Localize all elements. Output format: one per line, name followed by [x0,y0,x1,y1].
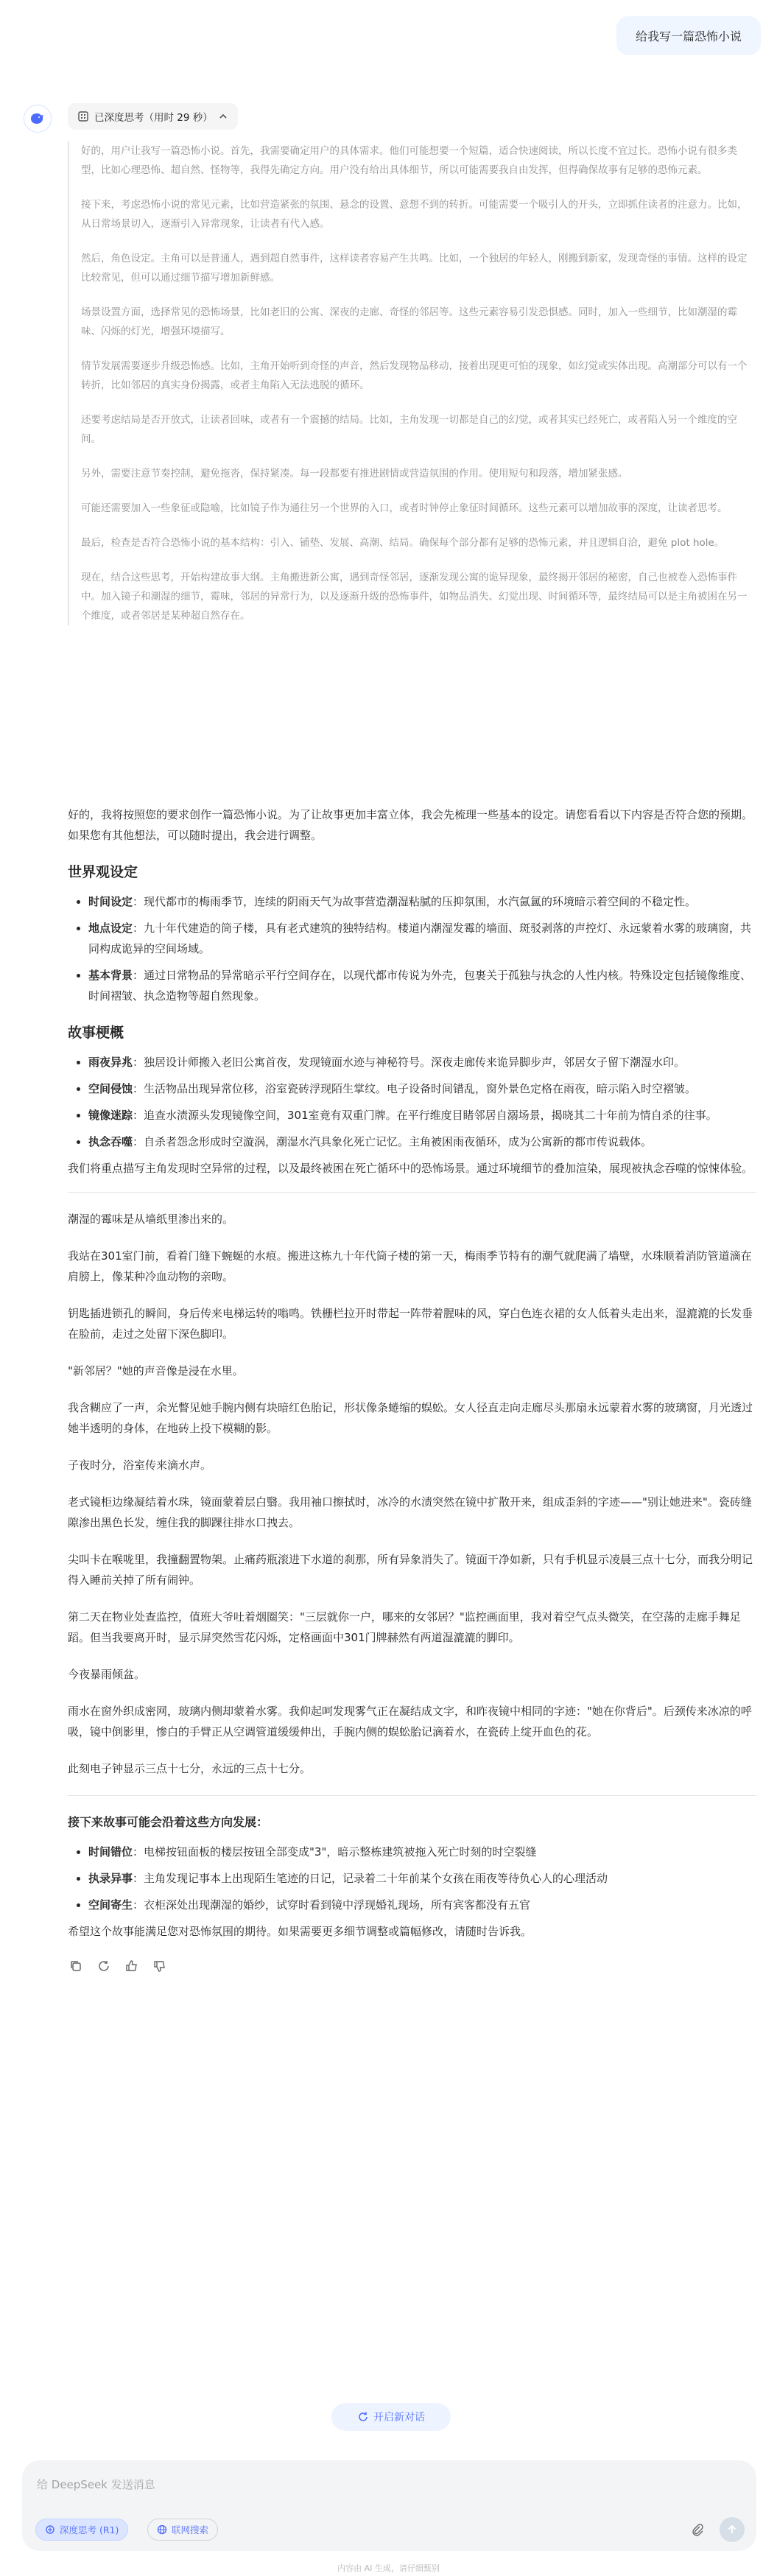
world-heading: 世界观设定 [68,864,138,880]
next-list [68,1842,756,1915]
item-term: 执念吞噬 [88,1135,133,1148]
answer-intro: 好的，我将按照您的要求创作一篇恐怖小说。为了让故事更加丰富立体，我会先梳理一些基本的设定。请您看看以下内容是否符合您的预期。如果您有其他想法，可以随时提出，我会进行调整。 [68,808,753,842]
list-item [68,1105,756,1126]
like-button[interactable] [124,1958,140,1974]
list-item [68,1131,756,1152]
plot-list [68,1052,756,1152]
list-item [68,1895,756,1915]
story-paragraph: 雨水在窗外织成密网，玻璃内侧却蒙着水雾。我仰起呵发现雾气正在凝结成文字，和昨夜镜中相同的字迹："她在你背后"。后颈传来冰凉的呼吸，镜中倒影里，惨白的手臂正从空调管道缓缓伸出，手腕内侧的蜈蚣胎记滴着水，在瓷砖上绽开血色的花。 [68,1705,752,1738]
story-paragraph: 我含糊应了一声，余光瞥见她手腕内侧有块暗红色胎记，形状像条蜷缩的蜈蚣。女人径直走向走廊尽头那扇永远蒙着水雾的玻璃窗，月光透过她半透明的身体，在地砖上投下模糊的影。 [68,1401,753,1435]
story-paragraph: 钥匙插进锁孔的瞬间，身后传来电梯运转的嗡鸣。铁栅栏拉开时带起一阵带着腥味的风，穿白色连衣裙的女人低着头走出来，湿漉漉的长发垂在脸前，走过之处留下深色脚印。 [68,1307,753,1341]
deepseek-avatar [24,105,52,133]
item-desc: ：追查水渍源头发现镜像空间，301室竟有双重门牌。在平行维度目睹邻居自溺场景，揭晓其二十年前为情自杀的往事。 [133,1109,717,1122]
thought-paragraph: 场景设置方面，选择常见的恐怖场景，比如老旧的公寓、深夜的走廊、奇怪的邻居等。这些元素容易引发恐惧感。同时，加入一些细节，比如潮湿的霉味、闪烁的灯光，增强环境描写。 [81,306,737,337]
item-term: 时间设定 [88,895,133,908]
item-desc: ：九十年代建造的筒子楼，具有老式建筑的独特结构。楼道内潮湿发霉的墙面、斑驳剥落的声控灯、永远蒙着水雾的玻璃窗，共同构成诡异的空间场域。 [88,922,752,955]
divider [68,1795,756,1796]
item-term: 基本背景 [88,969,133,982]
story-paragraph: 第二天在物业处查监控，值班大爷吐着烟圈笑："三层就你一户，哪来的女邻居？"监控画面里，我对着空气点头微笑，在空荡的走廊手舞足蹈。但当我要离开时，显示屏突然雪花闪烁，定格画面中301门牌赫然有两道湿漉漉的脚印。 [68,1610,741,1644]
story-paragraph: "新邻居？"她的声音像是浸在水里。 [68,1364,244,1378]
paperclip-icon [691,2523,704,2536]
thumbs-up-icon [125,1959,138,1973]
story-paragraph: 子夜时分，浴室传来滴水声。 [68,1459,212,1472]
deep-think-toggle[interactable] [35,2519,128,2541]
globe-icon [157,2524,167,2535]
story-body [68,1209,756,1779]
list-item [68,1052,756,1073]
attach-button[interactable] [689,2521,706,2538]
item-term: 空间侵蚀 [88,1082,133,1095]
dislike-button[interactable] [152,1958,168,1974]
item-term: 执录异事 [88,1872,133,1885]
user-message-row [616,16,761,55]
plot-heading: 故事梗概 [68,1025,124,1041]
item-desc: ：生活物品出现异常位移，浴室瓷砖浮现陌生掌纹。电子设备时间错乱，窗外景色定格在雨夜，暗示陷入时空褶皱。 [133,1082,697,1095]
refresh-icon [97,1959,110,1973]
list-item [68,965,756,1006]
deep-think-label: 深度思考 (R1) [60,2524,119,2535]
story-paragraph: 我站在301室门前，看着门缝下蜿蜒的水痕。搬进这栋九十年代筒子楼的第一天，梅雨季节特有的潮气就爬满了墙壁，水珠顺着消防管道滴在肩膀上，像某种冷血动物的亲吻。 [68,1249,752,1283]
copy-button[interactable] [68,1958,84,1974]
copy-icon [69,1959,82,1973]
arrow-up-icon [726,2524,738,2535]
item-term: 雨夜异兆 [88,1056,133,1069]
list-item [68,1868,756,1889]
list-item [68,891,756,912]
closing-text: 希望这个故事能满足您对恐怖氛围的期待。如果需要更多细节调整或篇幅修改，请随时告诉我。 [68,1925,532,1938]
thought-paragraph: 接下来，考虑恐怖小说的常见元素，比如营造紧张的氛围、悬念的设置、意想不到的转折。可能需要一个吸引人的开头，立即抓住读者的注意力。比如，从日常场景切入，逐渐引入异常现象，让读者有代入感。 [81,199,748,230]
deepseek-whale-icon [29,110,46,127]
item-term: 时间错位 [88,1845,133,1859]
thought-paragraph: 可能还需要加入一些象征或隐喻，比如镜子作为通往另一个世界的入口，或者时钟停止象征时间循环。这些元素可以增加故事的深度，让读者思考。 [81,502,728,514]
new-chat-icon [357,2411,369,2423]
thinking-toggle[interactable] [68,103,238,130]
story-paragraph: 尖叫卡在喉咙里，我撞翻置物架。止痛药瓶滚进下水道的刹那，所有异象消失了。镜面干净如新，只有手机显示凌晨三点十七分，而我分明记得入睡前关掉了所有闹钟。 [68,1553,753,1587]
message-actions [68,1958,756,1974]
next-heading: 接下来故事可能会沿着这些方向发展： [68,1815,269,1829]
new-chat-label: 开启新对话 [373,2412,425,2424]
thought-paragraph: 还要考虑结局是否开放式，让读者回味，或者有一个震撼的结局。比如，主角发现一切都是自己的幻觉，或者其实已经死亡，或者陷入另一个维度的空间。 [81,414,737,445]
thinking-icon [78,111,88,122]
item-desc: ：通过日常物品的异常暗示平行空间存在，以现代都市传说为外壳，包裹关于孤独与执念的人性内核。特殊设定包括镜像维度、时间褶皱、执念造物等超自然现象。 [88,969,752,1003]
thought-paragraph: 然后，角色设定。主角可以是普通人，遇到超自然事件，这样读者容易产生共鸣。比如，一个独居的年轻人，刚搬到新家，发现奇怪的事情。这样的设定比较常见，但可以通过细节描写增加新鲜感。 [81,253,748,284]
thought-paragraph: 最后，检查是否符合恐怖小说的基本结构：引入、铺垫、发展、高潮、结局。确保每个部分都有足够的恐怖元素，并且逻辑自洽，避免 plot hole。 [81,537,725,549]
item-desc: ：衣柜深处出现潮湿的婚纱，试穿时看到镜中浮现婚礼现场，所有宾客都没有五官 [133,1898,531,1912]
thinking-content [68,141,756,625]
message-input[interactable]: 给 DeepSeek 发送消息 [37,2478,155,2491]
chevron-up-icon [219,112,228,121]
item-term: 地点设定 [88,922,133,935]
message-composer [22,2460,756,2551]
footer-disclaimer: 内容由 AI 生成，请仔细甄别 [337,2563,440,2573]
item-desc: ：电梯按钮面板的楼层按钮全部变成"3"，暗示整栋建筑被拖入死亡时刻的时空裂缝 [133,1845,537,1859]
thought-paragraph: 另外，需要注意节奏控制，避免拖沓，保持紧凑。每一段都要有推进剧情或营造氛围的作用。使用短句和段落，增加紧张感。 [81,468,628,480]
thought-paragraph: 现在，结合这些思考，开始构建故事大纲。主角搬进新公寓，遇到奇怪邻居，逐渐发现公寓的诡异现象，最终揭开邻居的秘密，自己也被卷入恐怖事件中。加入镜子和潮湿的细节，霉味，邻居的异常行为，以及逐渐升级的恐怖事件，如物品消失、幻觉出现、时间循环等，最终结局可以是主角被困在另一个维度，或者邻居是某种超自然存在。 [81,572,748,622]
deep-think-icon [45,2524,55,2535]
item-desc: ：主角发现记事本上出现陌生笔迹的日记，记录着二十年前某个女孩在雨夜等待负心人的心理活动 [133,1872,608,1885]
item-desc: ：独居设计师搬入老旧公寓首夜，发现镜面水迹与神秘符号。深夜走廊传来诡异脚步声，邻居女子留下潮湿水印。 [133,1056,686,1069]
list-item [68,918,756,959]
regenerate-button[interactable] [96,1958,112,1974]
story-paragraph: 此刻电子钟显示三点十七分，永远的三点十七分。 [68,1762,312,1775]
thinking-label: 已深度思考（用时 29 秒） [94,112,213,124]
assistant-answer [68,804,756,1974]
item-desc: ：自杀者怨念形成时空漩涡，潮湿水汽具象化死亡记忆。主角被困雨夜循环，成为公寓新的都市传说载体。 [133,1135,653,1148]
thought-paragraph: 情节发展需要逐步升级恐怖感。比如，主角开始听到奇怪的声音，然后发现物品移动，接着出现更可怕的现象，如幻觉或实体出现。高潮部分可以有一个转折，比如邻居的真实身份揭露，或者主角陷入无法逃脱的循环。 [81,360,748,391]
story-paragraph: 今夜暴雨倾盆。 [68,1668,146,1681]
item-desc: ：现代都市的梅雨季节，连续的阴雨天气为故事营造潮湿粘腻的压抑氛围，水汽氤氲的环境暗示着空间的不稳定性。 [133,895,697,908]
thumbs-down-icon [153,1959,166,1973]
list-item [68,1842,756,1862]
story-paragraph: 老式镜柜边缘凝结着水珠，镜面蒙着层白翳。我用袖口擦拭时，冰冷的水渍突然在镜中扩散开来，组成歪斜的字迹——"别让她进来"。瓷砖缝隙渗出黑色长发，缠住我的脚踝往排水口拽去。 [68,1495,752,1529]
user-message: 给我写一篇恐怖小说 [616,16,761,55]
world-list [68,891,756,1006]
divider [68,1192,756,1193]
plot-outro: 我们将重点描写主角发现时空异常的过程，以及最终被困在死亡循环中的恐怖场景。通过环境细节的叠加渲染，展现被执念吞噬的惊悚体验。 [68,1162,753,1175]
web-search-label: 联网搜索 [172,2524,209,2535]
send-button[interactable] [720,2517,745,2542]
thought-paragraph: 好的，用户让我写一篇恐怖小说。首先，我需要确定用户的具体需求。他们可能想要一个短篇，适合快速阅读，所以长度不宜过长。恐怖小说有很多类型，比如心理恐怖、超自然、怪物等，我得先确定方向。用户没有给出具体细节，所以可能需要我自由发挥，但得确保故事有足够的恐怖元素。 [81,145,737,176]
item-term: 空间寄生 [88,1898,133,1912]
item-term: 镜像迷踪 [88,1109,133,1122]
new-chat-button[interactable] [331,2403,451,2431]
web-search-toggle[interactable] [147,2519,218,2541]
list-item [68,1078,756,1099]
story-paragraph: 潮湿的霉味是从墙纸里渗出来的。 [68,1212,234,1226]
